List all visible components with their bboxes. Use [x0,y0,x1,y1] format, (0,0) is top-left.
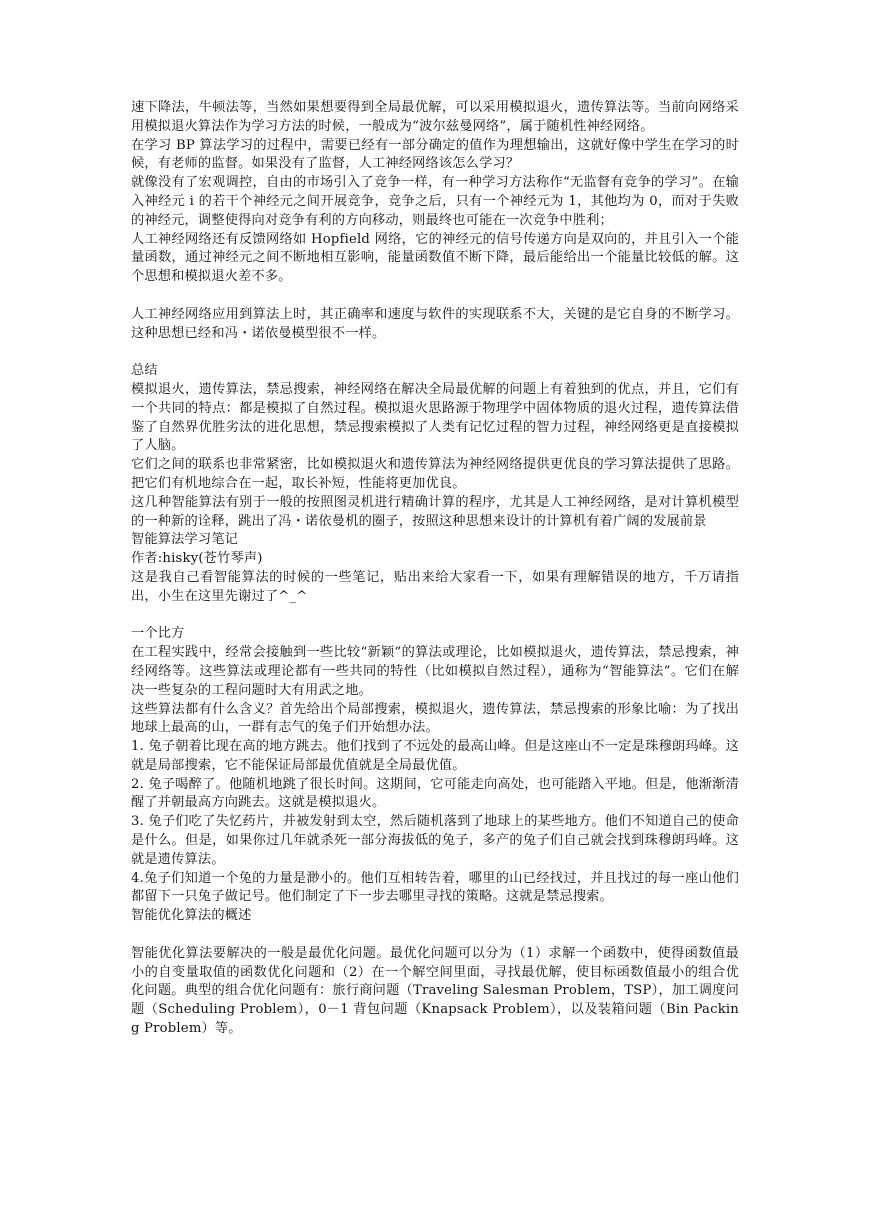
article-title: 智能算法学习笔记 [131,532,239,548]
article-author: 作者:hisky(苍竹琴声) [131,551,263,567]
blank-line [131,607,739,626]
list-item-tabu-search: 4.兔子们知道一个兔的力量是渺小的。他们互相转告着，哪里的山已经找过，并且找过的每一座山他们都留下一只兔子做记号。他们制定了下一步去哪里寻找的策略。这就是禁忌搜索。 [131,870,739,905]
paragraph-summary-common: 模拟退火，遗传算法，禁忌搜索，神经网络在解决全局最优解的问题上有着独到的优点，并且，它们有一个共同的特点：都是模拟了自然过程。模拟退火思路源于物理学中固体物质的退火过程，遗传算法借鉴了自然界优胜劣汰的进化思想，禁忌搜索模拟了人类有记忆过程的智力过程，神经网络更是直接模拟了人脑。 [131,381,739,454]
paragraph-ann-application: 人工神经网络应用到算法上时，其正确率和速度与软件的实现联系不大，关键的是它自身的不断学习。这种思想已经和冯・诺依曼模型很不一样。 [131,306,739,341]
list-item-local-search: 1. 兔子朝着比现在高的地方跳去。他们找到了不远处的最高山峰。但是这座山不一定是珠穆朗玛峰。这就是局部搜索，它不能保证局部最优值就是全局最优值。 [131,739,739,773]
blank-line [131,926,739,945]
blank-line [131,287,739,306]
paragraph-hopfield: 人工神经网络还有反馈网络如 Hopfield 网络，它的神经元的信号传递方向是双向的，并且引入一个能量函数，通过神经元之间不断地相互影响，能量函数值不断下降，最后能给出一个能量比较低的解。这个思想和模拟退火差不多。 [131,231,739,285]
paragraph-summary-outlook: 这几种智能算法有别于一般的按照图灵机进行精确计算的程序，尤其是人工神经网络，是对计算机模型的一种新的诠释，跳出了冯・诺依曼机的圈子，按照这种思想来设计的计算机有着广阔的发展前景 [131,494,739,529]
paragraph-bp-intro: 速下降法，牛顿法等，当然如果想要得到全局最优解，可以采用模拟退火，遗传算法等。当前向网络采用模拟退火算法作为学习方法的时候，一般成为“波尔兹曼网络”，属于随机性神经网络。 [131,100,739,134]
heading-summary: 总结 [131,363,158,379]
heading-overview: 智能优化算法的概述 [131,908,252,924]
blank-line [131,343,739,362]
paragraph-optimization: 智能优化算法要解决的一般是最优化问题。最优化问题可以分为（1）求解一个函数中，使得函数值最小的自变量取值的函数优化问题和（2）在一个解空间里面，寻找最优解，使目标函数值最小的组合优化问题。典型的组合优化问题有：旅行商问题（Traveling Salesman Problem，TSP），加工调度问题（Scheduling Problem），0－1 背包问题（Knapsack Problem），以及装箱问题（Bin Packing Problem）等。 [131,945,739,1037]
paragraph-intelligent-algorithms: 在工程实践中，经常会接触到一些比较“新颖”的算法或理论，比如模拟退火，遗传算法，禁忌搜索，神经网络等。这些算法或理论都有一些共同的特性（比如模拟自然过程），通称为“智能算法”。它们在解决一些复杂的工程问题时大有用武之地。 [131,645,739,698]
list-item-genetic-algorithm: 3. 兔子们吃了失忆药片，并被发射到太空，然后随机落到了地球上的某些地方。他们不知道自己的使命是什么。但是，如果你过几年就杀死一部分海拔低的兔子，多产的兔子们自己就会找到珠穆朗玛峰。这就是遗传算法。 [131,814,739,867]
paragraph-supervised: 在学习 BP 算法学习的过程中，需要已经有一部分确定的值作为理想输出，这就好像中学生在学习的时候，有老师的监督。如果没有了监督，人工神经网络该怎么学习？ [131,137,739,172]
list-item-simulated-annealing: 2. 兔子喝醉了。他随机地跳了很长时间。这期间，它可能走向高处，也可能踏入平地。但是，他渐渐清醒了并朝最高方向跳去。这就是模拟退火。 [131,776,739,811]
paragraph-rabbit-intro: 这些算法都有什么含义？首先给出个局部搜索，模拟退火，遗传算法，禁忌搜索的形象比喻：为了找出地球上最高的山，一群有志气的兔子们开始想办法。 [131,701,739,736]
paragraph-foreword: 这是我自己看智能算法的时候的一些笔记，贴出来给大家看一下，如果有理解错误的地方，千万请指出，小生在这里先谢过了^_^ [131,569,739,604]
paragraph-summary-relation: 它们之间的联系也非常紧密，比如模拟退火和遗传算法为神经网络提供更优良的学习算法提供了思路。把它们有机地综合在一起，取长补短，性能将更加优良。 [131,457,739,491]
paragraph-competitive: 就像没有了宏观调控，自由的市场引入了竞争一样，有一种学习方法称作“无监督有竞争的学习”。在输入神经元 i 的若干个神经元之间开展竞争，竞争之后，只有一个神经元为 1，其他均为 0，而对于失败的神经元，调整使得向对竞争有利的方向移动，则最终也可能在一次竞争中胜利； [131,175,739,228]
heading-analogy: 一个比方 [131,626,185,642]
document-page [131,99,739,1039]
